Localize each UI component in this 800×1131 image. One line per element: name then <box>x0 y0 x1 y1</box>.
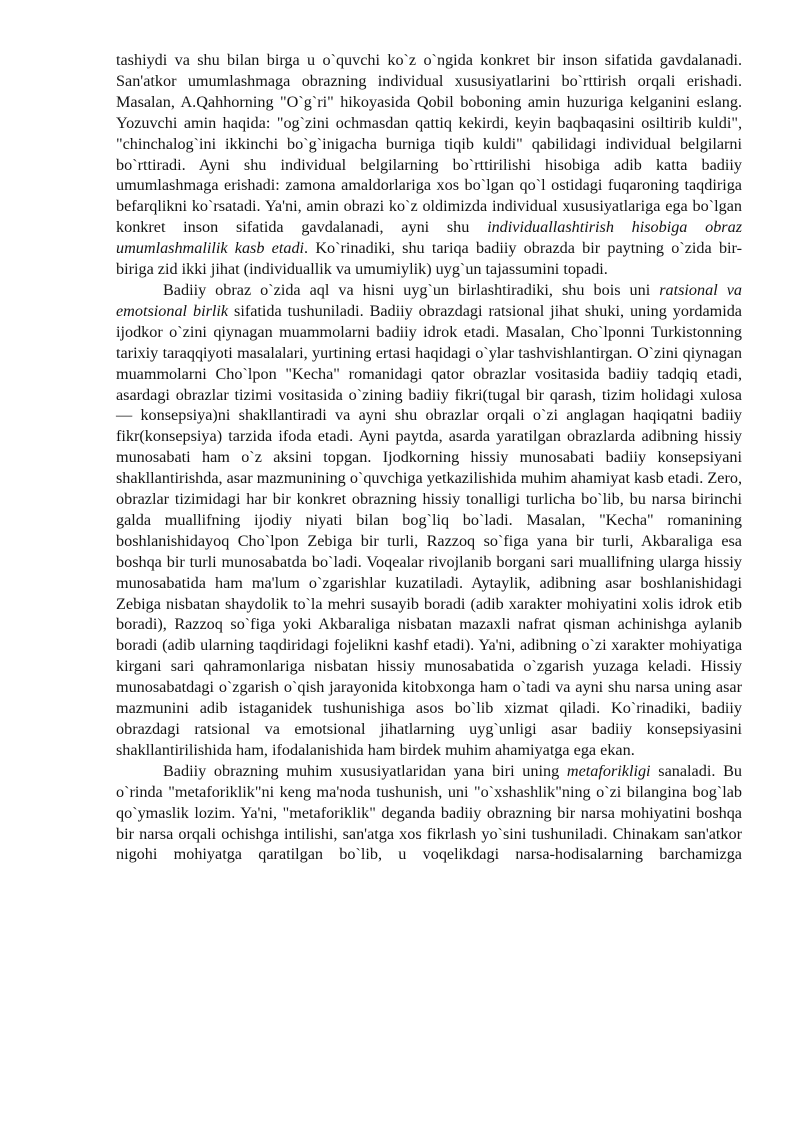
paragraph-ratsional-emotsional <box>116 280 742 761</box>
paragraph-text: Badiiy obrazning muhim xususiyatlaridan yana biri uning <box>163 761 567 780</box>
paragraph-text: sanaladi. Bu o`rinda "metaforiklik"ni keng ma'noda tushunish, uni "o`xshashlik"ning o`zi bilangina bog`lab qo`ymaslik lozim. Ya'ni, "metaforiklik" deganda badiiy obrazning bir narsa mohiyatini boshqa bir narsa orqali ochishga intilishi, san'atga xos fikrlash yo`sini tushuniladi. Chinakam san'atkor nigohi mohiyatga qaratilgan bo`lib, u voqelikdagi narsa-hodisalarning barchamizga <box>116 761 742 864</box>
paragraph-metaforiklik <box>116 761 742 866</box>
paragraph-text: . Ko`rinadiki, shu tariqa badiiy obrazda bir paytning o`zida bir-biriga zid ikki jihat (individuallik va umumiylik) uyg`un tajassumini topadi. <box>116 239 742 279</box>
paragraph-text: Badiiy obraz o`zida aql va hisni uyg`un birlashtiradiki, shu bois uni <box>163 280 660 299</box>
paragraph-individuallik <box>116 50 742 280</box>
emphasis-text: individuallashtirish hisobiga obraz umumlashmalilik kasb etadi <box>116 218 742 258</box>
emphasis-text: ratsional va emotsional birlik <box>116 280 743 320</box>
document-page <box>116 50 742 865</box>
paragraph-text: sifatida tushuniladi. Badiiy obrazdagi ratsional jihat shuki, uning yordamida ijodkor o`zini qiynagan muammolarni badiiy idrok etadi. Masalan, Cho`lponni Turkistonning tarixiy taraqqiyoti masalalari, yurtining ertasi haqidagi o`ylar tashvishlantirgan. O`zini qiynagan muammolarni Cho`lpon "Kecha" romanidagi qator obrazlar vositasida badiiy tadqiq etadi, asardagi obrazlar tizimi vositasida o`zining badiiy fikri(tugal bir qarash, tizim holidagi xulosa — konsepsiya)ni shakllantiradi va ayni shu obrazlar orqali o`zi anglagan haqiqatni badiiy fikr(konsepsiya) tarzida ifoda etadi. Ayni paytda, asarda yaratilgan obrazlarda adibning hissiy munosabati ham o`z aksini topgan. Ijodkorning hissiy munosabati badiiy konsepsiyani shakllantirishda, asar mazmunining o`quvchiga yetkazilishida muhim ahamiyat kasb etadi. Zero, obrazlar tizimidagi har bir konkret obrazning hissiy tonalligi turlicha bo`lib, bu narsa birinchi galda muallifning ijodiy niyati bilan bog`liq bo`ladi. Masalan, "Kecha" romanining boshlanishidayoq Cho`lpon Zebiga bir turli, Razzoq so`figa yana bir turli, Akbaraliga esa boshqa bir turli munosabatda bo`ladi. Voqealar rivojlanib borgani sari muallifning ularga hissiy munosabatida ham ma'lum o`zgarishlar kuzatiladi. Aytaylik, adibning asar boshlanishidagi Zebiga nisbatan shaydolik to`la mehri susayib boradi (adib xarakter mohiyatini xolis idrok etib boradi), Razzoq so`figa yoki Akbaraliga nisbatan mazaxli nafrat qisman achinishga aylanib boradi (adib ularning taqdiridagi fojelikni kashf etadi). Ya'ni, adibning o`zi xarakter mohiyatiga kirgani sari qahramonlariga nisbatan hissiy munosabatida o`zgarish yuzaga keladi. Hissiy munosabatdagi o`zgarish o`qish jarayonida kitobxonga ham o`tadi va ayni shu narsa uning asar mazmunini adib istaganidek tushunishiga asos bo`lib xizmat qiladi. Ko`rinadiki, badiiy obrazdagi ratsional va emotsional jihatlarning uyg`unligi asar badiiy konsepsiyasini shakllantirilishida ham, ifodalanishida ham birdek muhim ahamiyatga ega ekan. <box>116 301 742 759</box>
emphasis-text: metaforikligi <box>566 761 651 780</box>
paragraph-text: tashiydi va shu bilan birga u o`quvchi ko`z o`ngida konkret bir inson sifatida gavdalanadi. San'atkor umumlashmaga obrazning individual xususiyatlarini bo`rttirish orqali erishadi. Masalan, A.Qahhorning "O`g`ri" hikoyasida Qobil boboning amin huzuriga kelganini eslang. Yozuvchi amin haqida: "og`zini ochmasdan qattiq kekirdi, keyin baqbaqasini osiltirib kuldi", "chinchalog`ini ikkinchi bo`g`inigacha burniga tiqib kuldi" qabilidagi individual belgilarni bo`rttiradi. Ayni shu individual belgilarning bo`rttirilishi hisobiga adib katta badiiy umumlashmaga erishadi: zamona amaldorlariga xos bo`lgan qo`l ostidagi fuqaroning taqdiriga befarqlikni ko`rsatadi. Ya'ni, amin obrazi ko`z oldimizda individual xususiyatlariga ega bo`lgan konkret inson sifatida gavdalanadi, ayni shu <box>116 51 742 237</box>
